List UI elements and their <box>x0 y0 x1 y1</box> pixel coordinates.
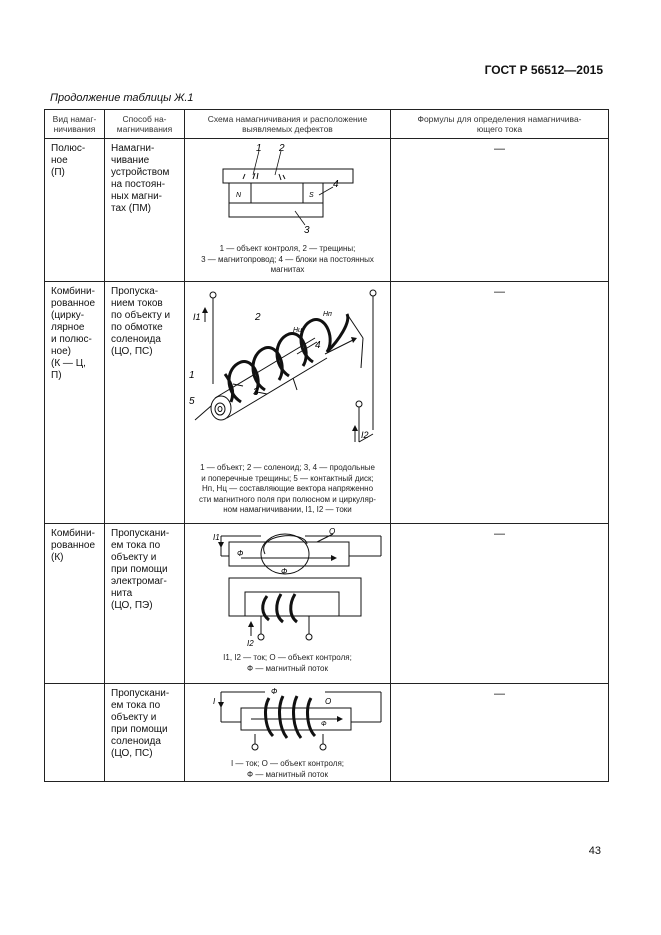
label-f2: Ф <box>321 721 327 728</box>
cell-scheme <box>185 524 391 684</box>
solenoid-object-diagram <box>185 684 391 754</box>
table-row <box>45 684 609 782</box>
figure-caption: I — ток; О — объект контроля; Ф — магнитный поток <box>230 759 345 779</box>
label-s: S <box>309 192 314 199</box>
label-i1: I1 <box>193 312 201 322</box>
cell-method: Пропуска- нием токов по объекту и по обмотке соленоида (ЦО, ПС) <box>105 282 185 524</box>
label-i: I <box>213 697 216 706</box>
cell-method: Пропускани- ем тока по объекту и при помощи соленоида (ЦО, ПС) <box>105 684 185 782</box>
label-2: 2 <box>255 312 261 323</box>
label-hp: Hп <box>323 311 332 318</box>
page-number: 43 <box>588 845 601 857</box>
table-row <box>45 282 609 524</box>
label-3: 3 <box>253 387 259 398</box>
cell-method: Пропускани- ем тока по объекту и при помощи электромаг- нита (ЦО, ПЭ) <box>105 524 185 684</box>
cell-type: Полюс- ное (П) <box>45 139 105 282</box>
header-type: Вид намаг- ничивания <box>45 110 105 139</box>
standard-number: ГОСТ Р 56512—2015 <box>484 63 603 77</box>
figure-caption: 1 — объект; 2 — соленоид; 3, 4 — продольные и поперечные трещины; 5 — контактный диск; Hп, Hц — составляющие вектора напряженно сти магнитного поля при полюсном и циркуляр- ном намагничивании, I1, I2 — токи <box>199 463 376 514</box>
cell-method: Намагни- чивание устройством на постоян- ных магни- тах (ПМ) <box>105 139 185 282</box>
permanent-magnet-diagram <box>185 139 391 239</box>
label-n: N <box>236 192 242 199</box>
label-hc: Hц <box>293 327 303 334</box>
header-scheme: Схема намагничивания и расположение выявляемых дефектов <box>185 110 391 139</box>
electromagnet-diagram <box>185 524 391 648</box>
label-o: О <box>329 527 336 536</box>
table-continuation-label: Продолжение таблицы Ж.1 <box>50 92 194 104</box>
cell-scheme <box>185 139 391 282</box>
header-method: Способ на- магничивания <box>105 110 185 139</box>
label-4: 4 <box>333 179 339 190</box>
label-i2: I2 <box>247 639 254 648</box>
label-5: 5 <box>189 396 195 407</box>
header-formula: Формулы для определения намагничива- ющего тока <box>391 110 609 139</box>
label-f2: Ф <box>281 567 288 576</box>
solenoid-diagram <box>185 282 391 458</box>
label-3: 3 <box>304 225 310 236</box>
cell-type: Комбини- рованное (цирку- лярное и полюс- ное) (К — Ц, П) <box>45 282 105 524</box>
label-1: 1 <box>256 143 262 154</box>
cell-scheme <box>185 282 391 524</box>
magnetization-table <box>44 109 609 782</box>
cell-type <box>45 684 105 782</box>
cell-formula: — <box>391 282 609 524</box>
table-row <box>45 139 609 282</box>
figure-caption: 1 — объект контроля, 2 — трещины; 3 — магнитопровод; 4 — блоки на постоянных магнитах <box>201 244 374 274</box>
label-i2: I2 <box>361 430 369 440</box>
figure-caption: I1, I2 — ток; О — объект контроля; Ф — магнитный поток <box>223 653 352 673</box>
cell-formula: — <box>391 684 609 782</box>
label-f: Ф <box>237 549 244 558</box>
label-1: 1 <box>189 370 195 381</box>
cell-type: Комбини- рованное (К) <box>45 524 105 684</box>
label-i: I1 <box>213 533 220 542</box>
label-2: 2 <box>279 143 285 154</box>
table-row <box>45 524 609 684</box>
cell-scheme <box>185 684 391 782</box>
cell-formula: — <box>391 524 609 684</box>
label-o: О <box>325 697 332 706</box>
label-f: Ф <box>271 687 278 696</box>
cell-formula: — <box>391 139 609 282</box>
table-header-row <box>45 110 609 139</box>
label-4: 4 <box>315 340 321 351</box>
